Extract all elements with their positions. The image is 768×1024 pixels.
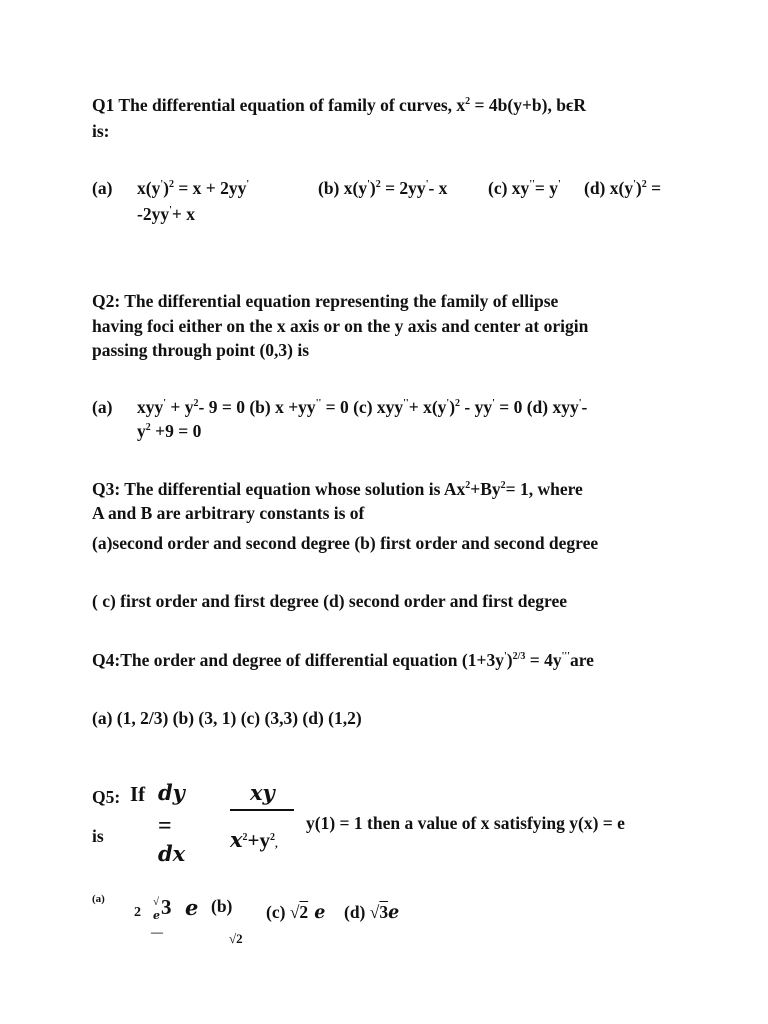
q5-option-d: (d) √3e [344, 902, 400, 923]
q1-option-c: (c) xy''= y' [488, 178, 561, 198]
q5-condition: y(1) = 1 then a value of x satisfying y(x) = e [306, 813, 625, 833]
q1-line1: Q1 The differential equation of family of curves, $x^2 = 4b(y+b)$, bϵR [92, 95, 586, 115]
q5-numerator: xy [250, 780, 275, 805]
q5-label: Q5: [92, 787, 121, 807]
q2-line3: passing through point (0,3) is [92, 340, 310, 360]
q2-option-a-label: (a) [92, 397, 113, 417]
q5-if: If [130, 782, 146, 806]
q1-option-d-wrap: -2yy'+ x [137, 204, 195, 224]
q5-option-a-two: 2 [134, 905, 141, 920]
q3-options-ab: (a)second order and second degree (b) first order and second degree [92, 533, 599, 553]
q4-options: (a) (1, 2/3) (b) (3, 1) (c) (3,3) (d) (1,2) [92, 708, 362, 728]
q4-question: Q4:The order and degree of differential equation $(1+3y')^{2/3} = 4y'''are$ [92, 650, 594, 670]
q1-option-a: $x(y')^2 = x + 2yy'$ [137, 178, 250, 198]
q2-options-wrap: $y^2 +9 = 0$ [137, 421, 202, 441]
q5-option-a-sqrt: √ [153, 896, 160, 908]
q1-option-a-label: (a) [92, 178, 113, 198]
q1-option-d: (d) $x(y')^2$ = [584, 178, 662, 198]
q5-fraction-bar [230, 809, 294, 811]
q2-options: $xyy' + y^2-$ 9 = 0 (b) x +yy'' = 0 (c) $xyy''+ x(y')^2 - yy' = 0$ (d) xyy'- [137, 397, 588, 417]
q5-denominator: $x^2+y^2$, [230, 827, 278, 852]
q3-line2: A and B are arbitrary constants is of [92, 503, 365, 523]
q5-option-a-dash: — [151, 925, 163, 939]
q5-option-c: (c) √2 e [266, 902, 326, 923]
q5-option-a-label: (a) [92, 893, 105, 905]
q1-line2: is: [92, 121, 110, 141]
q5-option-a-small-e: e [153, 909, 160, 922]
q5-equals: = [158, 813, 172, 839]
q5-is: is [92, 826, 104, 846]
q1-option-b: (b) $x(y')^2 = 2yy'-$ x [318, 178, 448, 198]
q2-line2: having foci either on the x axis or on the y axis and center at origin [92, 316, 589, 336]
q5-option-a-three: 3 [161, 895, 172, 919]
q5-dy: dy [158, 780, 185, 805]
q5-dx: dx [158, 841, 186, 866]
q5-option-b: (b) [211, 896, 233, 916]
q3-options-cd: ( c) first order and first degree (d) second order and first degree [92, 591, 567, 611]
q3-line1: Q3: The differential equation whose solution is $Ax^2+By^2= 1$, where [92, 479, 583, 499]
q2-line1: Q2: The differential equation representing the family of ellipse [92, 291, 559, 311]
q5-option-a-e: e [185, 895, 199, 920]
q5-option-b-sqrt2: √2 [229, 931, 243, 946]
